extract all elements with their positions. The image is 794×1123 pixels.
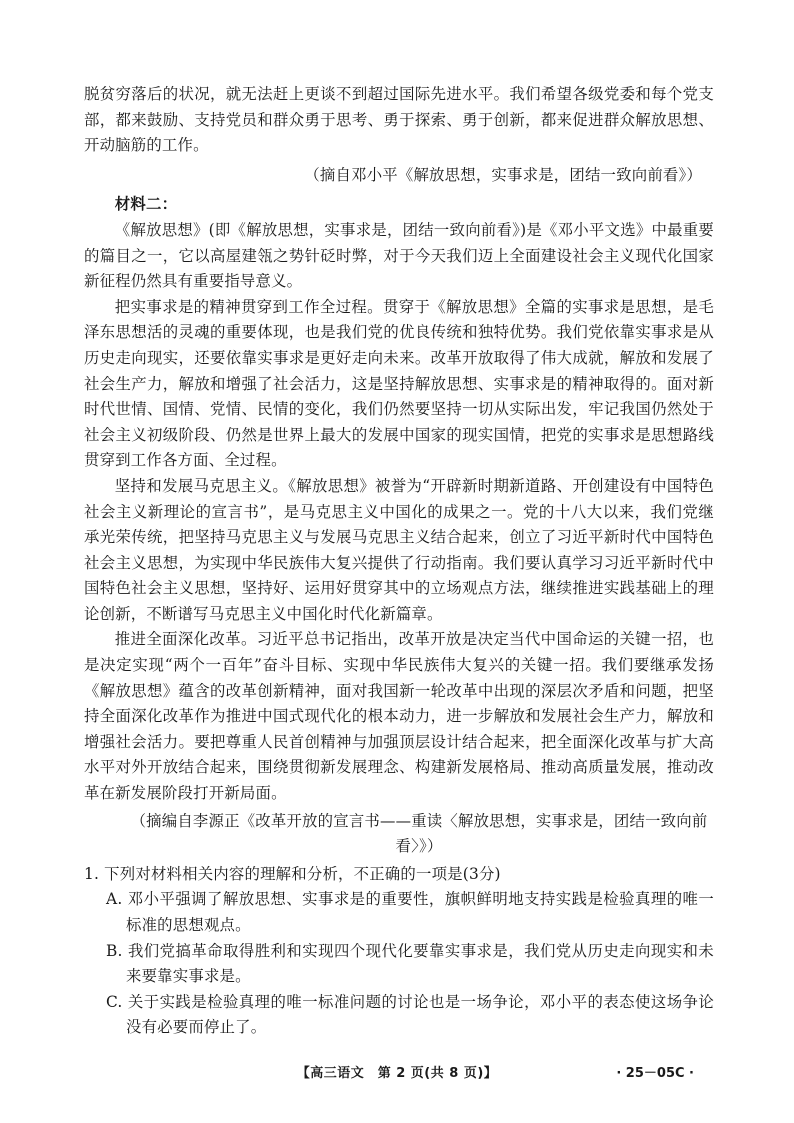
question-1-option-c	[84, 990, 714, 1041]
material2-heading: 材料二：	[114, 195, 178, 214]
material2-paragraph-3: 坚持和发展马克思主义。《解放思想》被誉为“开辟新时期新道路、开创建设有中国特色社会主义新理论的宣言书”，是马克思主义中国化的成果之一。党的十八大以来，我们党继承光荣传统，把坚持马克思主义与发展马克思主义结合起来，创立了习近平新时代中国特色社会主义思想，为实现中华民族伟大复兴提供了行动指南。我们要认真学习习近平新时代中国特色社会主义思想，坚持好、运用好贯穿其中的立场观点方法，继续推进实践基础上的理论创新，不断谱写马克思主义中国化时代化新篇章。	[84, 476, 714, 623]
option-a-text: A. 邓小平强调了解放思想、实事求是的重要性，旗帜鲜明地支持实践是检验真理的唯一标准的思想观点。	[106, 890, 714, 934]
footer-page-info: 【高三语文 第 2 页(共 8 页)】	[296, 1066, 498, 1081]
intro-citation: （摘自邓小平《解放思想，实事求是，团结一致向前看》）	[304, 165, 702, 184]
question-1-stem: 1. 下列对材料相关内容的理解和分析，不正确的一项是(3分)	[84, 864, 501, 883]
option-b-text: B. 我们党搞革命取得胜利和实现四个现代化要靠实事求是，我们党从历史走向现实和未来要靠实事求是。	[106, 941, 714, 986]
question-1-option-a	[84, 887, 714, 938]
material2-paragraph-2: 把实事求是的精神贯穿到工作全过程。贯穿于《解放思想》全篇的实事求是思想，是毛泽东思想活的灵魂的重要体现，也是我们党的优良传统和独特优势。我们党依靠实事求是从历史走向现实，还要依靠实事求是更好走向未来。改革开放取得了伟大成就，解放和发展了社会生产力，解放和增强了社会活力，这是坚持解放思想、实事求是的精神取得的。面对新时代世情、国情、党情、民情的变化，我们仍然要坚持一切从实际出发，牢记我国仍然处于社会主义初级阶段、仍然是世界上最大的发展中国家的现实国情，把党的实事求是思想路线贯穿到工作各方面、全过程。	[84, 297, 714, 470]
question-1-option-b	[84, 939, 714, 990]
material2-paragraph-4: 推进全面深化改革。习近平总书记指出，改革开放是决定当代中国命运的关键一招，也是决定实现“两个一百年”奋斗目标、实现中华民族伟大复兴的关键一招。我们要继承发扬《解放思想》蕴含的改革创新精神，面对我国新一轮改革中出现的深层次矛盾和问题，把坚持全面深化改革作为推进中国式现代化的根本动力，进一步解放和发展社会生产力，解放和增强社会活力。要把尊重人民首创精神与加强顶层设计结合起来，把全面深化改革与扩大高水平对外开放结合起来，围绕贯彻新发展理念、构建新发展格局、推动高质量发展，推动改革在新发展阶段打开新局面。	[84, 630, 714, 803]
option-c-text: C. 关于实践是检验真理的唯一标准问题的讨论也是一场争论，邓小平的表态使这场争论没有必要而停止了。	[106, 992, 714, 1037]
material2-citation: （摘编自李源正《改革开放的宣言书——重读〈解放思想，实事求是，团结一致向前看〉》）	[130, 811, 708, 856]
footer-exam-code: · 25－05C ·	[616, 1066, 694, 1081]
page-content	[84, 82, 714, 1041]
page-footer	[0, 1062, 794, 1086]
material2-paragraph-1: 《解放思想》(即《解放思想，实事求是，团结一致向前看》)是《邓小平文选》中最重要的篇目之一，它以高屋建瓴之势针砭时弊，对于今天我们迈上全面建设社会主义现代化国家新征程仍然具有重要指导意义。	[84, 220, 714, 291]
intro-paragraph: 脱贫穷落后的状况，就无法赶上更谈不到超过国际先进水平。我们希望各级党委和每个党支部，都来鼓励、支持党员和群众勇于思考、勇于探索、勇于创新，都来促进群众解放思想、开动脑筋的工作。	[84, 85, 714, 155]
